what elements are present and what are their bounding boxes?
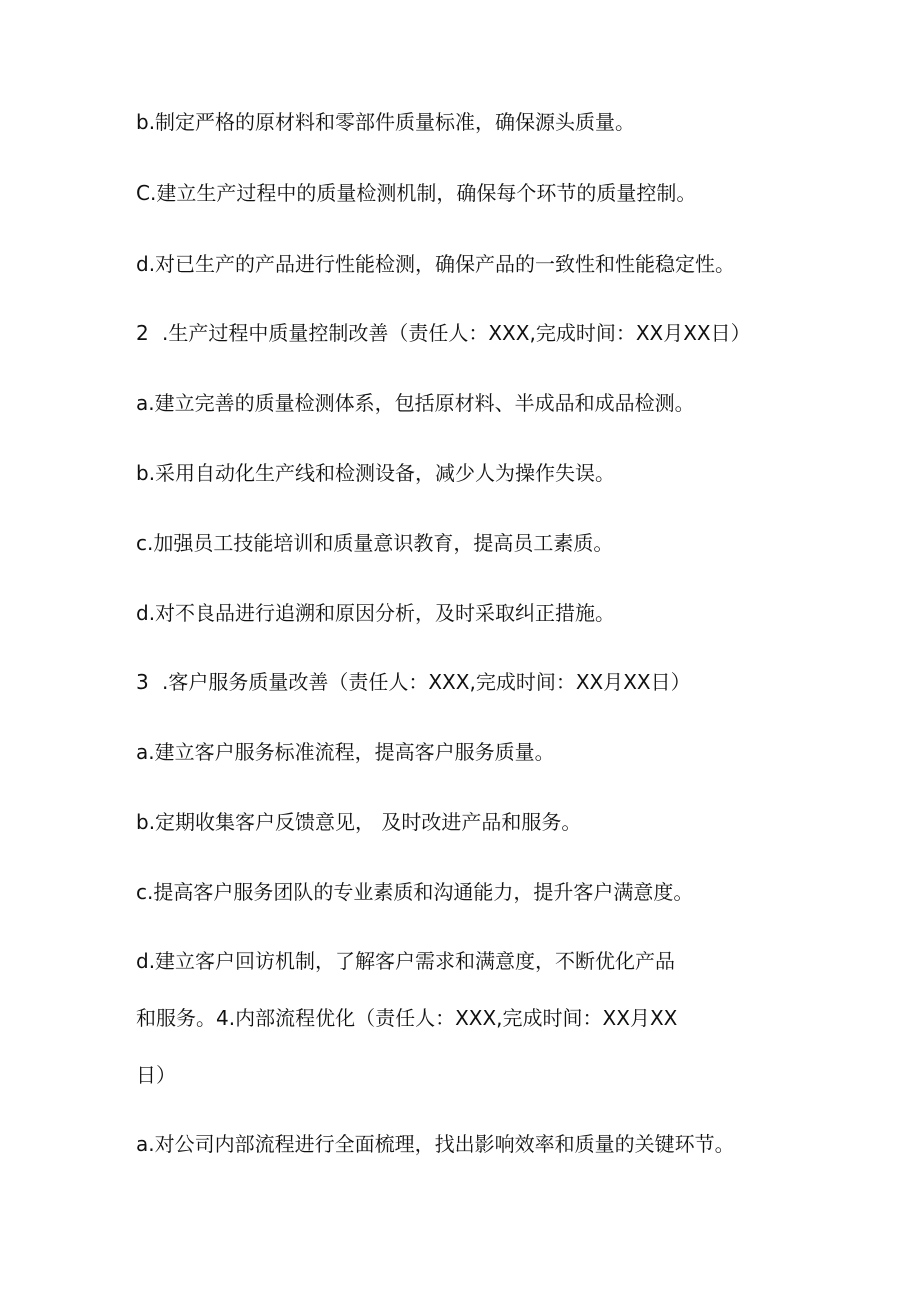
text-line-a-process-review: a.对公司内部流程进行全面梳理，找出影响效率和质量的关键环节。 [136, 1132, 735, 1156]
text-line-c-inspection-mechanism: C.建立生产过程中的质量检测机制，确保每个环节的质量控制。 [136, 181, 697, 205]
text-line-a-quality-system: a.建立完善的质量检测体系，包括原材料、半成品和成品检测。 [136, 391, 695, 415]
text-line-c-service-team: c.提高客户服务团队的专业素质和沟通能力，提升客户满意度。 [136, 880, 694, 904]
section-number: 3 [136, 670, 149, 694]
section-heading-2 [136, 321, 751, 345]
section-number: 2 [136, 321, 149, 345]
section-heading-3 [136, 670, 691, 694]
text-line-continuation-date: 日） [136, 1063, 176, 1087]
text-line-a-service-process: a.建立客户服务标准流程，提高客户服务质量。 [136, 740, 555, 764]
text-line-d-performance-testing: d.对已生产的产品进行性能检测，确保产品的一致性和性能稳定性。 [136, 252, 736, 276]
text-line-b-raw-material-standards: b.制定严格的原材料和零部件质量标准，确保源头质量。 [136, 110, 636, 134]
text-line-continuation-section-4: 和服务。4.内部流程优化（责任人：XXX,完成时间：XX月XX [136, 1006, 678, 1030]
text-line-d-defect-tracing: d.对不良品进行追溯和原因分析，及时采取纠正措施。 [136, 601, 616, 625]
text-line-b-feedback: b.定期收集客户反馈意见， 及时改进产品和服务。 [136, 810, 582, 834]
text-line-c-training: c.加强员工技能培训和质量意识教育，提高员工素质。 [136, 531, 614, 555]
section-title: .生产过程中质量控制改善（责任人：XXX,完成时间：XX月XX日） [162, 321, 751, 345]
text-line-d-follow-up: d.建立客户回访机制，了解客户需求和满意度，不断优化产品 [136, 949, 676, 973]
text-line-b-automation: b.采用自动化生产线和检测设备，减少人为操作失误。 [136, 461, 616, 485]
section-title: .客户服务质量改善（责任人：XXX,完成时间：XX月XX日） [162, 670, 691, 694]
